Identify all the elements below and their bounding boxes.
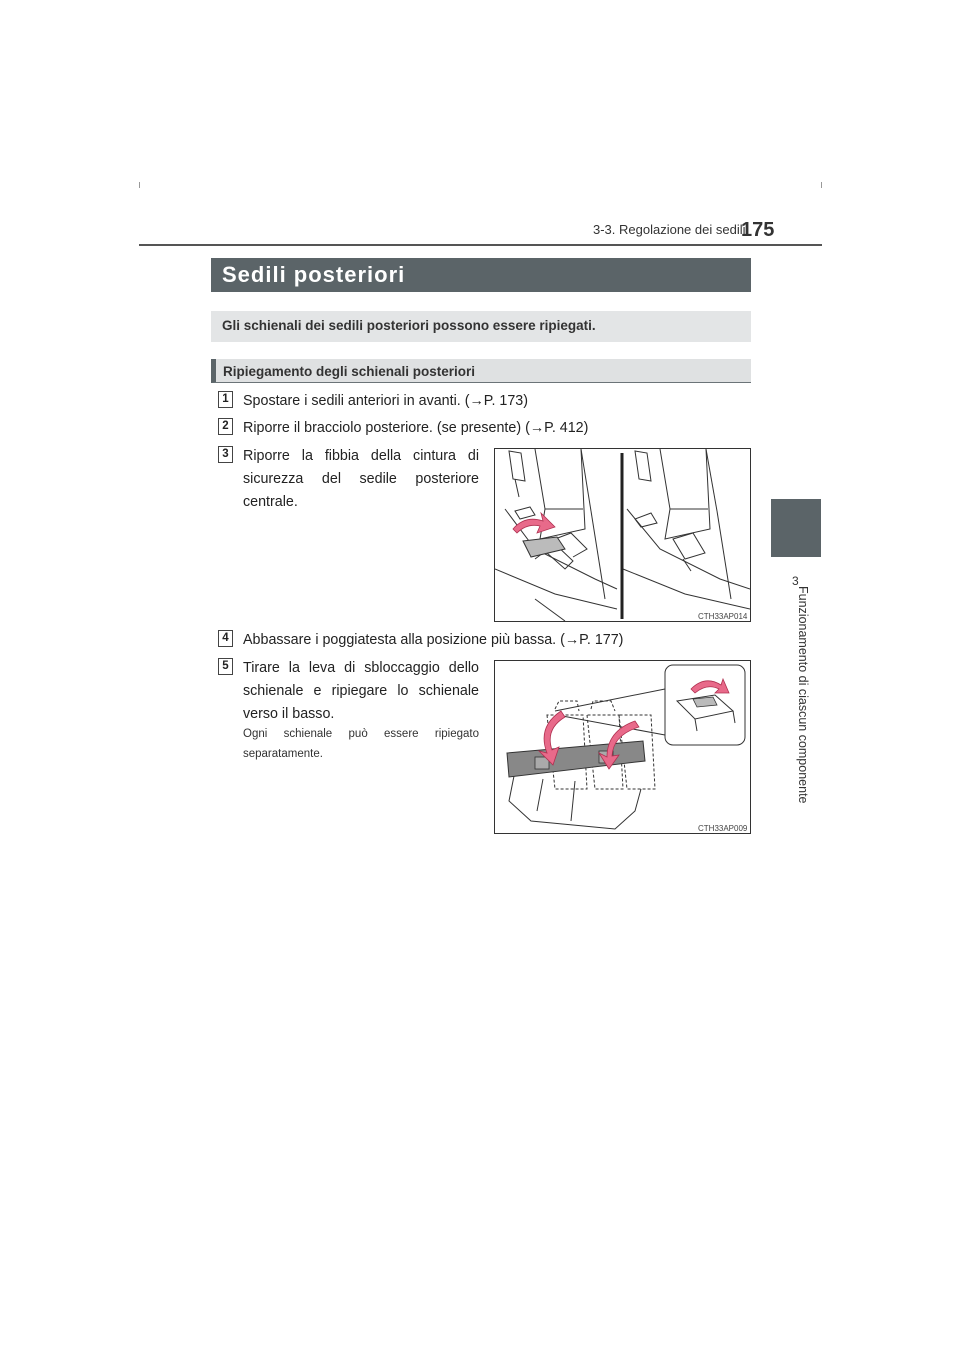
step-text-4: Abbassare i poggiatesta alla posizione più bassa. (→P. 177) bbox=[243, 632, 624, 648]
step-text-2: Riporre il bracciolo posteriore. (se presente) (→P. 412) bbox=[243, 420, 589, 436]
header-rule bbox=[139, 244, 822, 246]
section-title: Sedili posteriori bbox=[222, 262, 406, 287]
fold-seatback-illustration bbox=[495, 661, 750, 833]
figure-code: CTH33AP009 bbox=[698, 824, 748, 833]
step-text-3: Riporre la fibbia della cintura di sicurezza del sedile posteriore centrale. bbox=[243, 448, 479, 510]
chapter-number: 3 bbox=[792, 574, 799, 588]
section-reference: 3-3. Regolazione dei sedili bbox=[593, 222, 746, 237]
seat-belt-buckle-illustration bbox=[495, 449, 750, 621]
step-number-2: 2 bbox=[218, 418, 233, 435]
step-number-1: 1 bbox=[218, 391, 233, 408]
step-number-4: 4 bbox=[218, 630, 233, 647]
figure-fold-seatback bbox=[494, 660, 751, 834]
step-number-3: 3 bbox=[218, 446, 233, 463]
figure-code: CTH33AP014 bbox=[698, 612, 748, 621]
figure-seat-belt-buckle bbox=[494, 448, 751, 622]
step-number-5: 5 bbox=[218, 658, 233, 675]
intro-text: Gli schienali dei sedili posteriori possono essere ripiegati. bbox=[222, 318, 596, 333]
step-5-note: Ogni schienale può essere ripiegato separatamente. bbox=[243, 728, 479, 760]
crop-mark bbox=[821, 182, 822, 188]
step-text-1: Spostare i sedili anteriori in avanti. (→P. 173) bbox=[243, 393, 529, 409]
page-number: 175 bbox=[741, 219, 775, 241]
step-text-5: Tirare la leva di sbloccaggio dello schienale e ripiegare lo schienale verso il basso. bbox=[243, 660, 479, 722]
subheading: Ripiegamento degli schienali posteriori bbox=[223, 364, 476, 379]
chapter-tab bbox=[771, 499, 821, 557]
chapter-title: Funzionamento di ciascun componente bbox=[796, 586, 810, 804]
crop-mark bbox=[139, 182, 140, 188]
